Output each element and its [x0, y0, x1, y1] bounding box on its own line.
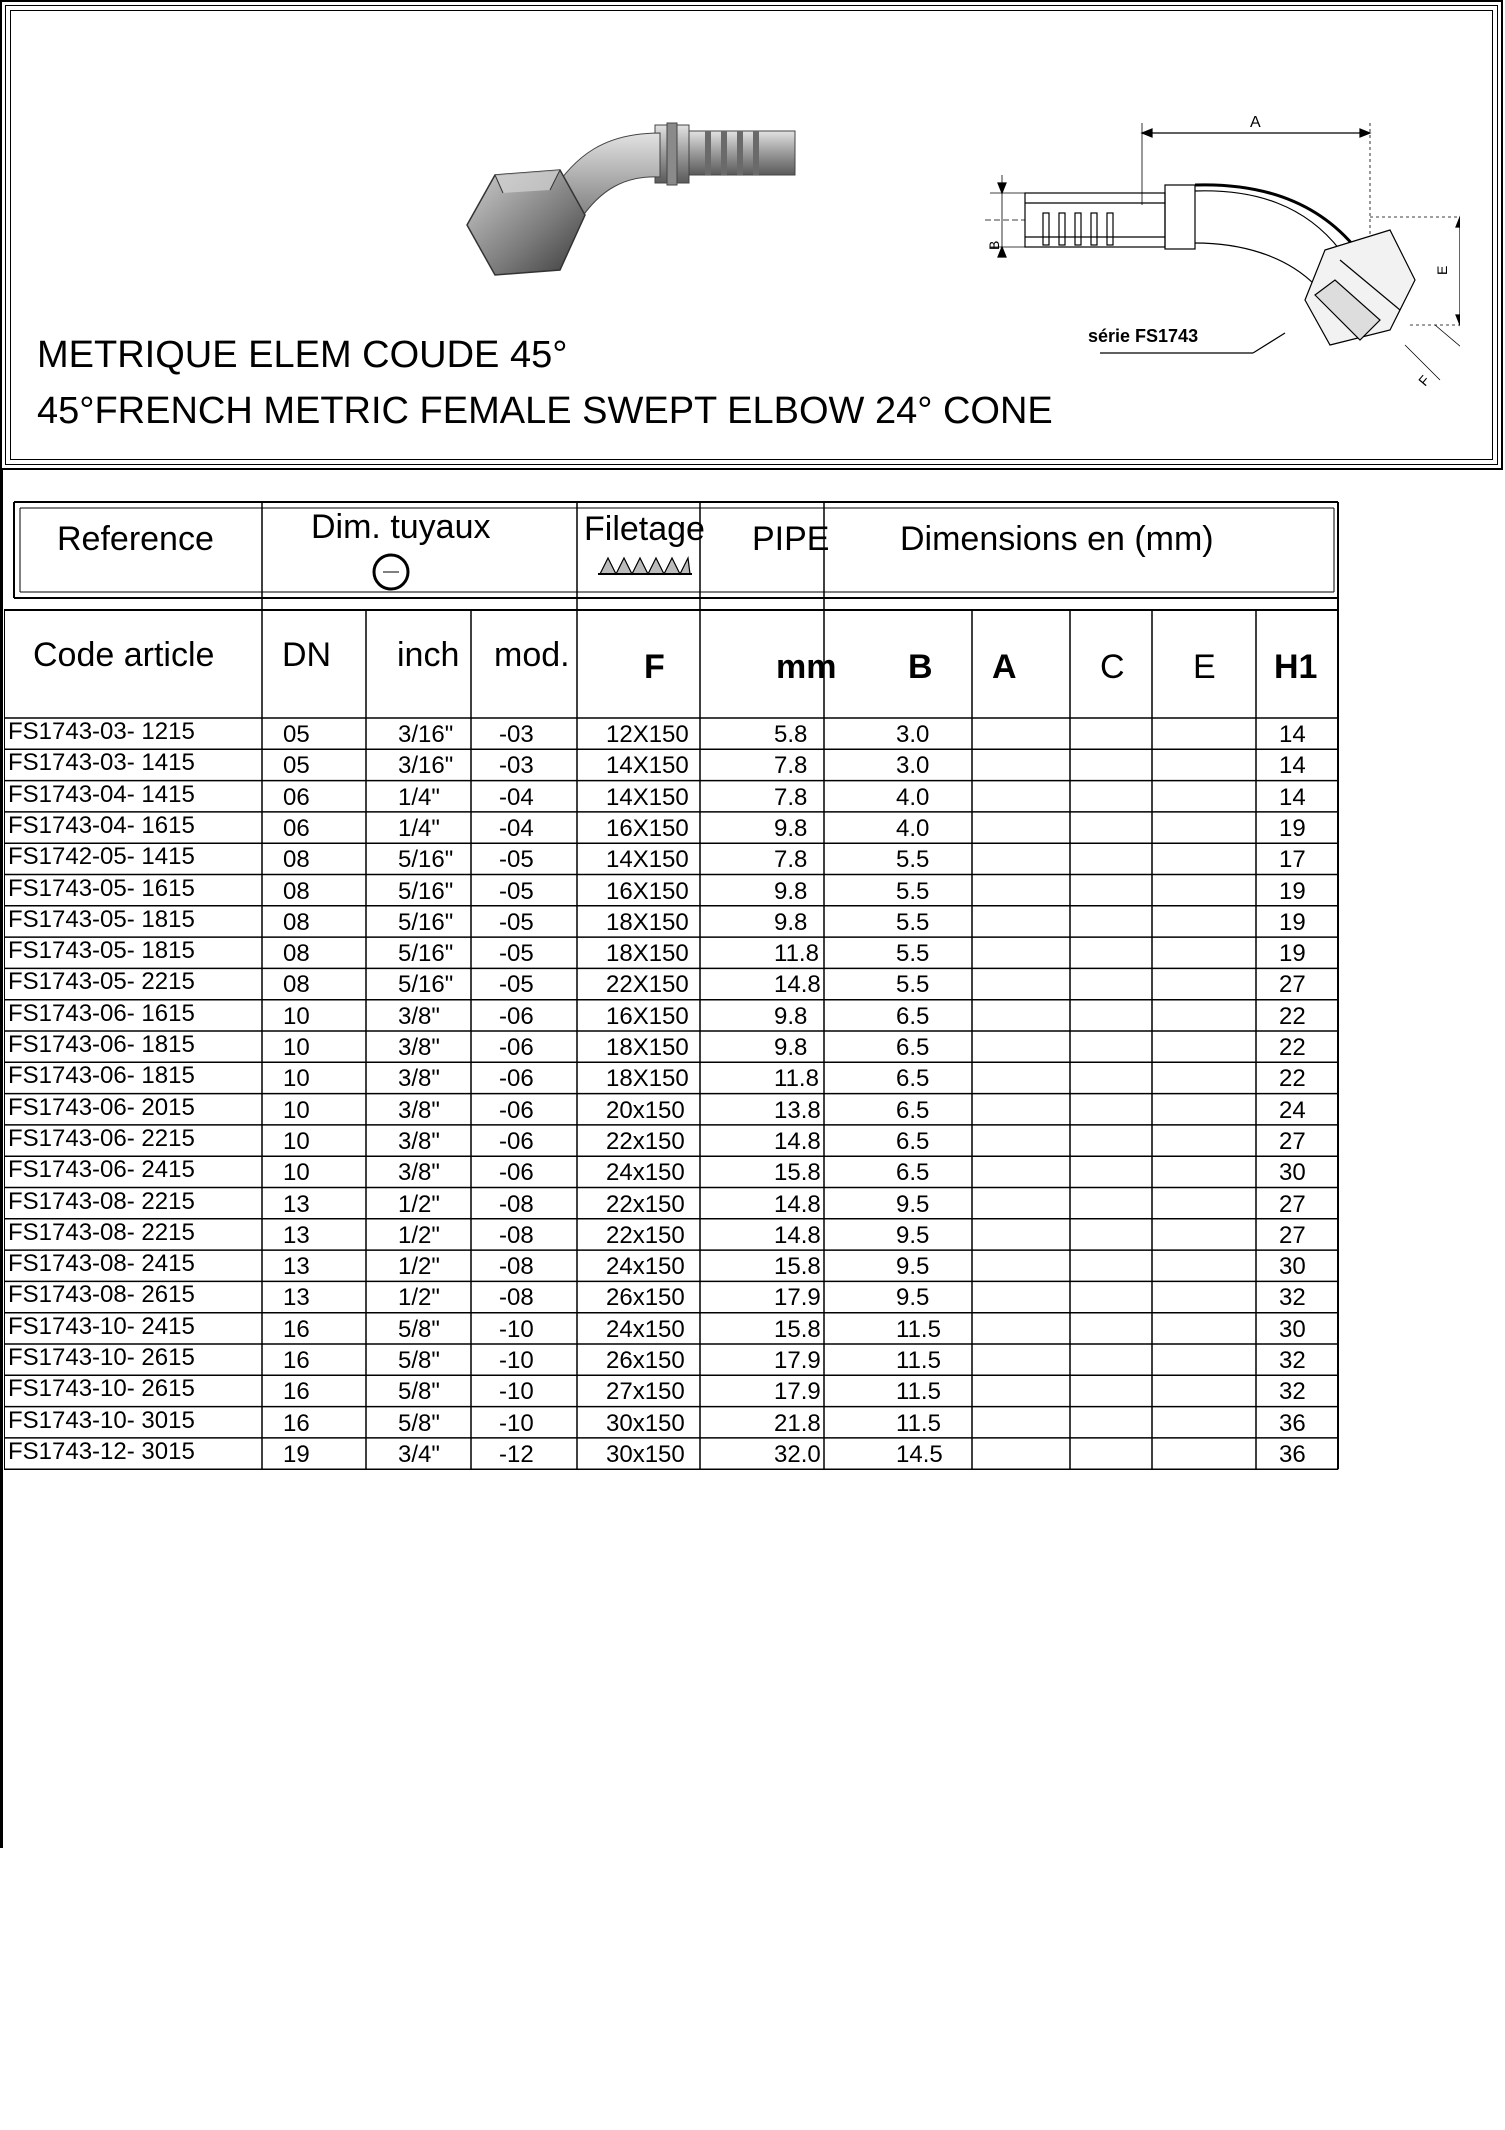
- cell-mm: 14.8: [774, 971, 821, 999]
- cell-b: 6.5: [896, 1096, 930, 1124]
- cell-h1: 32: [1279, 1378, 1306, 1406]
- cell-b: 3.0: [896, 752, 930, 780]
- cell-f: 14X150: [606, 752, 689, 780]
- cell-mm: 15.8: [774, 1253, 821, 1281]
- cell-mod: -10: [499, 1315, 534, 1343]
- cell-inch: 5/16": [398, 940, 454, 968]
- col-e: E: [1193, 648, 1216, 686]
- cell-code: FS1743-04- 1615: [8, 811, 195, 839]
- cell-mm: 17.9: [774, 1347, 821, 1374]
- cell-inch: 1/4": [398, 783, 440, 811]
- cell-mod: -04: [499, 783, 534, 811]
- diagram-label-f: F: [1415, 372, 1433, 389]
- cell-mod: -06: [499, 1002, 534, 1030]
- cell-h1: 36: [1279, 1409, 1306, 1437]
- col-dn: DN: [282, 636, 332, 674]
- cell-h1: 27: [1279, 1221, 1306, 1249]
- cell-inch: 1/2": [398, 1190, 440, 1218]
- cell-h1: 19: [1279, 908, 1306, 936]
- cell-mm: 17.9: [774, 1378, 821, 1406]
- cell-h1: 30: [1279, 1315, 1306, 1343]
- cell-mod: -06: [499, 1127, 534, 1155]
- cell-code: FS1743-04- 1415: [8, 780, 195, 808]
- cell-dn: 06: [283, 783, 310, 811]
- cell-mm: 5.8: [774, 721, 808, 748]
- cell-inch: 3/8": [398, 1034, 440, 1061]
- cell-b: 4.0: [896, 783, 930, 811]
- cell-f: 18X150: [606, 1065, 689, 1093]
- cell-f: 30x150: [606, 1440, 685, 1468]
- cell-mod: -05: [499, 846, 534, 874]
- cell-dn: 10: [283, 1159, 310, 1187]
- cell-mod: -03: [499, 752, 534, 780]
- cell-mod: -06: [499, 1065, 534, 1093]
- cell-code: FS1743-12- 3015: [8, 1437, 195, 1465]
- cell-code: FS1743-03- 1415: [8, 749, 195, 777]
- cell-mm: 9.8: [774, 1034, 808, 1061]
- cell-code: FS1742-05- 1415: [8, 843, 195, 871]
- cell-code: FS1743-06- 2415: [8, 1156, 195, 1184]
- cell-h1: 22: [1279, 1065, 1306, 1093]
- cell-dn: 06: [283, 814, 310, 842]
- cell-h1: 30: [1279, 1159, 1306, 1187]
- col-f: F: [644, 648, 665, 686]
- cell-f: 22x150: [606, 1190, 685, 1218]
- cell-mm: 9.8: [774, 877, 808, 905]
- cell-code: FS1743-05- 1815: [8, 937, 195, 965]
- page-title-fr: METRIQUE ELEM COUDE 45°: [37, 334, 568, 376]
- col-code-article: Code article: [33, 636, 215, 674]
- cell-code: FS1743-06- 2015: [8, 1093, 195, 1121]
- cell-f: 14X150: [606, 783, 689, 811]
- cell-mm: 9.8: [774, 1002, 808, 1030]
- cell-f: 27x150: [606, 1378, 685, 1406]
- cell-dn: 10: [283, 1002, 310, 1030]
- cell-dn: 08: [283, 971, 310, 999]
- cell-code: FS1743-10- 2615: [8, 1375, 195, 1403]
- cell-inch: 3/8": [398, 1159, 440, 1187]
- cell-mm: 13.8: [774, 1096, 821, 1124]
- cell-mod: -06: [499, 1159, 534, 1187]
- cell-code: FS1743-06- 1815: [8, 1031, 195, 1058]
- cell-inch: 3/8": [398, 1096, 440, 1124]
- cell-code: FS1743-05- 2215: [8, 968, 195, 996]
- cell-mod: -08: [499, 1253, 534, 1281]
- cell-b: 11.5: [896, 1378, 941, 1406]
- cell-mod: -08: [499, 1284, 534, 1312]
- cell-b: 5.5: [896, 908, 930, 936]
- cell-code: FS1743-10- 2415: [8, 1312, 195, 1340]
- cell-h1: 14: [1279, 752, 1306, 780]
- cell-b: 5.5: [896, 846, 930, 874]
- cell-b: 9.5: [896, 1221, 930, 1249]
- cell-h1: 14: [1279, 721, 1306, 748]
- cell-inch: 3/8": [398, 1127, 440, 1155]
- cell-f: 18X150: [606, 940, 689, 968]
- cell-dn: 16: [283, 1347, 310, 1374]
- cell-f: 26x150: [606, 1284, 685, 1312]
- cell-dn: 13: [283, 1284, 310, 1312]
- cell-mod: -10: [499, 1347, 534, 1374]
- cell-code: FS1743-05- 1615: [8, 874, 195, 902]
- cell-f: 24x150: [606, 1253, 685, 1281]
- cell-f: 30x150: [606, 1409, 685, 1437]
- diagram-label-a: A: [1250, 114, 1261, 131]
- cell-mm: 11.8: [774, 940, 819, 968]
- cell-dn: 10: [283, 1127, 310, 1155]
- cell-h1: 36: [1279, 1440, 1306, 1468]
- cell-dn: 13: [283, 1221, 310, 1249]
- header-reference: Reference: [57, 520, 214, 558]
- cell-f: 22x150: [606, 1127, 685, 1155]
- cell-mm: 9.8: [774, 908, 808, 936]
- cell-inch: 5/8": [398, 1378, 440, 1406]
- cell-mod: -05: [499, 971, 534, 999]
- cell-b: 14.5: [896, 1440, 943, 1468]
- cell-code: FS1743-08- 2415: [8, 1250, 195, 1278]
- cell-mod: -12: [499, 1440, 534, 1468]
- cell-mm: 32.0: [774, 1440, 821, 1468]
- col-h1: H1: [1274, 648, 1318, 686]
- cell-h1: 14: [1279, 783, 1306, 811]
- cell-f: 18X150: [606, 908, 689, 936]
- cell-h1: 17: [1279, 846, 1306, 874]
- cell-b: 9.5: [896, 1190, 930, 1218]
- cell-f: 14X150: [606, 846, 689, 874]
- cell-inch: 3/4": [398, 1440, 440, 1468]
- cell-b: 6.5: [896, 1002, 930, 1030]
- cell-h1: 30: [1279, 1253, 1306, 1281]
- cell-code: FS1743-08- 2215: [8, 1187, 195, 1215]
- cell-mm: 15.8: [774, 1159, 821, 1187]
- cell-f: 12X150: [606, 721, 689, 748]
- cell-dn: 08: [283, 846, 310, 874]
- cell-mm: 7.8: [774, 752, 808, 780]
- cell-mod: -10: [499, 1378, 534, 1406]
- cell-inch: 3/16": [398, 752, 454, 780]
- cell-f: 20x150: [606, 1096, 685, 1124]
- cell-b: 11.5: [896, 1315, 941, 1343]
- cell-code: FS1743-10- 2615: [8, 1344, 195, 1371]
- cell-inch: 5/16": [398, 877, 454, 905]
- cell-mod: -05: [499, 877, 534, 905]
- cell-b: 4.0: [896, 814, 930, 842]
- cell-code: FS1743-10- 3015: [8, 1406, 195, 1434]
- cell-dn: 16: [283, 1409, 310, 1437]
- cell-dn: 10: [283, 1065, 310, 1093]
- cell-dn: 16: [283, 1378, 310, 1406]
- cell-f: 24x150: [606, 1159, 685, 1187]
- cell-f: 22x150: [606, 1221, 685, 1249]
- header-filetage: Filetage: [584, 510, 705, 548]
- cell-mm: 14.8: [774, 1190, 821, 1218]
- cell-inch: 5/16": [398, 846, 454, 874]
- diagram-label-e: E: [1434, 265, 1450, 275]
- cell-mod: -03: [499, 721, 534, 748]
- diagram-label-b: B: [986, 240, 1002, 250]
- cell-mod: -06: [499, 1034, 534, 1061]
- cell-h1: 19: [1279, 940, 1306, 968]
- cell-inch: 1/4": [398, 814, 440, 842]
- fitting-dimension-diagram: [985, 105, 1460, 395]
- cell-mod: -06: [499, 1096, 534, 1124]
- cell-mm: 7.8: [774, 846, 808, 874]
- cell-mm: 17.9: [774, 1284, 821, 1312]
- col-inch: inch: [397, 636, 460, 674]
- cell-inch: 3/8": [398, 1002, 440, 1030]
- serie-label: série FS1743: [1088, 326, 1199, 346]
- cell-f: 16X150: [606, 877, 689, 905]
- cell-mod: -04: [499, 814, 534, 842]
- cell-code: FS1743-06- 1615: [8, 999, 195, 1027]
- cell-b: 6.5: [896, 1159, 930, 1187]
- header-pipe: PIPE: [752, 520, 830, 558]
- cell-dn: 13: [283, 1190, 310, 1218]
- cell-inch: 5/8": [398, 1315, 440, 1343]
- cell-inch: 3/16": [398, 721, 454, 748]
- cell-b: 9.5: [896, 1253, 930, 1281]
- cell-inch: 1/2": [398, 1221, 440, 1249]
- cell-dn: 05: [283, 752, 310, 780]
- cell-f: 18X150: [606, 1034, 689, 1061]
- cell-b: 11.5: [896, 1409, 941, 1437]
- cell-mod: -08: [499, 1221, 534, 1249]
- col-a: A: [992, 648, 1017, 686]
- header-dimensions: Dimensions en (mm): [900, 520, 1214, 558]
- col-mm: mm: [776, 648, 837, 686]
- cell-dn: 08: [283, 940, 310, 968]
- cell-mm: 7.8: [774, 783, 808, 811]
- cell-inch: 3/8": [398, 1065, 440, 1093]
- header-dim-tuyaux: Dim. tuyaux: [311, 508, 491, 546]
- cell-h1: 19: [1279, 877, 1306, 905]
- cell-h1: 24: [1279, 1096, 1306, 1124]
- cell-h1: 32: [1279, 1347, 1306, 1374]
- cell-mm: 11.8: [774, 1065, 819, 1093]
- cell-inch: 5/8": [398, 1409, 440, 1437]
- cell-dn: 08: [283, 877, 310, 905]
- cell-dn: 10: [283, 1034, 310, 1061]
- cell-code: FS1743-03- 1215: [8, 718, 195, 745]
- cell-dn: 13: [283, 1253, 310, 1281]
- cell-h1: 27: [1279, 971, 1306, 999]
- cell-inch: 1/2": [398, 1284, 440, 1312]
- cell-b: 6.5: [896, 1065, 930, 1093]
- col-c: C: [1100, 648, 1125, 686]
- cell-b: 5.5: [896, 877, 930, 905]
- cell-mod: -05: [499, 940, 534, 968]
- cell-dn: 19: [283, 1440, 310, 1468]
- cell-h1: 19: [1279, 814, 1306, 842]
- cell-h1: 22: [1279, 1002, 1306, 1030]
- cell-b: 5.5: [896, 940, 930, 968]
- cell-dn: 16: [283, 1315, 310, 1343]
- cell-code: FS1743-06- 2215: [8, 1124, 195, 1152]
- cell-f: 16X150: [606, 814, 689, 842]
- cell-inch: 1/2": [398, 1253, 440, 1281]
- product-table: [4, 500, 1340, 1472]
- cell-h1: 27: [1279, 1190, 1306, 1218]
- cell-mm: 15.8: [774, 1315, 821, 1343]
- cell-b: 11.5: [896, 1347, 941, 1374]
- cell-inch: 5/16": [398, 908, 454, 936]
- cell-mod: -05: [499, 908, 534, 936]
- cell-b: 9.5: [896, 1284, 930, 1312]
- cell-f: 26x150: [606, 1347, 685, 1374]
- left-margin-line: [0, 470, 3, 1848]
- cell-mm: 14.8: [774, 1221, 821, 1249]
- cell-f: 16X150: [606, 1002, 689, 1030]
- cell-mod: -08: [499, 1190, 534, 1218]
- cell-inch: 5/16": [398, 971, 454, 999]
- cell-b: 6.5: [896, 1034, 930, 1061]
- col-mod: mod.: [494, 636, 570, 674]
- cell-mm: 9.8: [774, 814, 808, 842]
- cell-b: 6.5: [896, 1127, 930, 1155]
- cell-b: 3.0: [896, 721, 930, 748]
- col-b: B: [908, 648, 933, 686]
- cell-code: FS1743-05- 1815: [8, 905, 195, 933]
- cell-h1: 32: [1279, 1284, 1306, 1312]
- cell-f: 22X150: [606, 971, 689, 999]
- fitting-product-image: [455, 115, 815, 295]
- cell-code: FS1743-08- 2615: [8, 1281, 195, 1309]
- cell-code: FS1743-06- 1815: [8, 1062, 195, 1090]
- cell-mod: -10: [499, 1409, 534, 1437]
- cell-code: FS1743-08- 2215: [8, 1218, 195, 1246]
- cell-mm: 21.8: [774, 1409, 821, 1437]
- cell-mm: 14.8: [774, 1127, 821, 1155]
- cell-dn: 08: [283, 908, 310, 936]
- cell-f: 24x150: [606, 1315, 685, 1343]
- page-title-en: 45°FRENCH METRIC FEMALE SWEPT ELBOW 24° CONE: [37, 390, 1053, 432]
- cell-dn: 10: [283, 1096, 310, 1124]
- cell-dn: 05: [283, 721, 310, 748]
- cell-h1: 27: [1279, 1127, 1306, 1155]
- cell-b: 5.5: [896, 971, 930, 999]
- cell-h1: 22: [1279, 1034, 1306, 1061]
- cell-inch: 5/8": [398, 1347, 440, 1374]
